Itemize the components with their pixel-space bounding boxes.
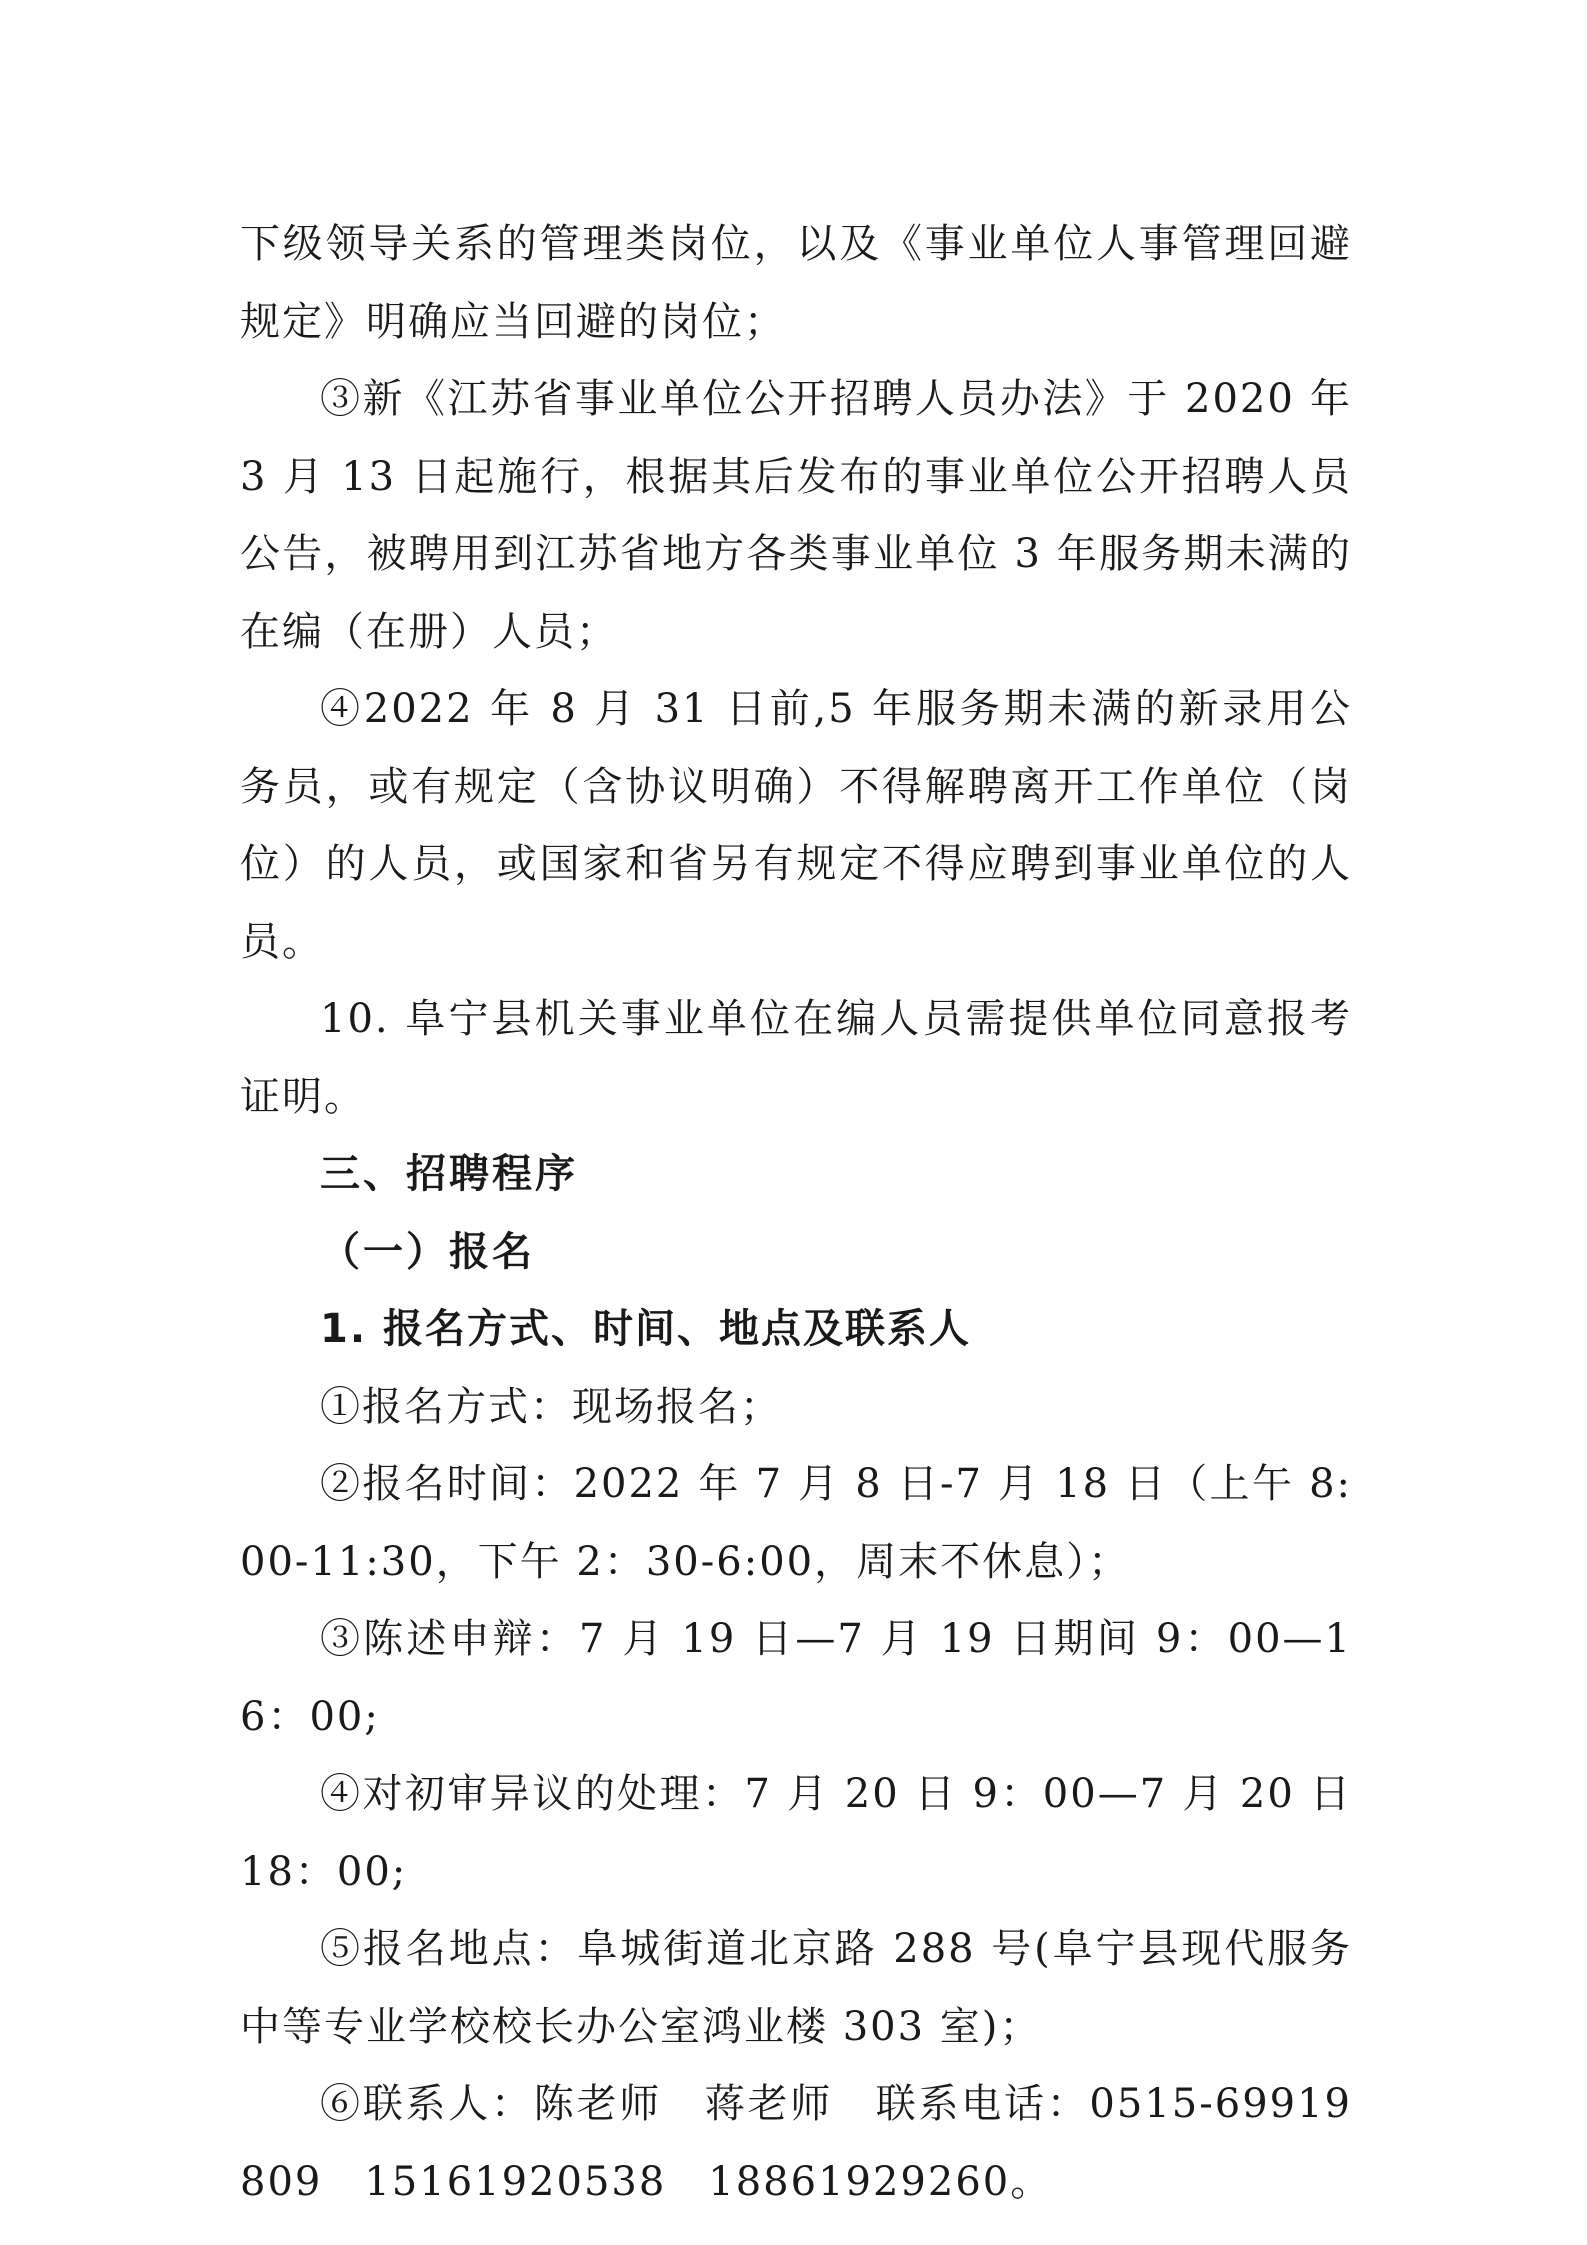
paragraph-registration-method: ①报名方式：现场报名； xyxy=(320,1383,782,1430)
paragraph-avoidance-positions: 下级领导关系的管理类岗位，以及《事业单位人事管理回避规定》明确应当回避的岗位； xyxy=(240,221,1352,345)
paragraph-consent-certificate: 10. 阜宁县机关事业单位在编人员需提供单位同意报考证明。 xyxy=(240,996,1352,1120)
paragraph-civil-servants: ④2022 年 8 月 31 日前,5 年服务期未满的新录用公务员，或有规定（含协议明确）不得解聘离开工作单位（岗位）的人员，或国家和省另有规定不得应聘到事业单位的人员。 xyxy=(240,686,1352,965)
paragraph-statement-defense: ③陈述申辩：7 月 19 日—7 月 19 日期间 9：00—16：00; xyxy=(240,1616,1352,1740)
paragraph-contact-info: ⑥联系人：陈老师 蒋老师 联系电话：0515-69919809 15161920538 18861929260。 xyxy=(240,2081,1352,2205)
paragraph-service-period-staff: ③新《江苏省事业单位公开招聘人员办法》于 2020 年 3 月 13 日起施行，根据其后发布的事业单位公开招聘人员公告，被聘用到江苏省地方各类事业单位 3 年服务期未满的在编（在册）人员； xyxy=(240,376,1352,655)
document-body xyxy=(240,206,1352,2221)
item-heading-registration-details: 1. 报名方式、时间、地点及联系人 xyxy=(320,1306,971,1352)
paragraph-objection-handling: ④对初审异议的处理：7 月 20 日 9：00—7 月 20 日 18：00; xyxy=(240,1771,1352,1895)
subsection-heading-registration: （一）报名 xyxy=(320,1228,535,1275)
section-heading-recruitment-procedure: 三、招聘程序 xyxy=(320,1151,578,1197)
paragraph-registration-time: ②报名时间：2022 年 7 月 8 日-7 月 18 日（上午 8:00-11:30，下午 2：30-6:00，周末不休息）； xyxy=(240,1461,1352,1585)
paragraph-registration-location: ⑤报名地点：阜城街道北京路 288 号(阜宁县现代服务中等专业学校校长办公室鸿业楼 303 室)； xyxy=(240,1926,1352,2050)
